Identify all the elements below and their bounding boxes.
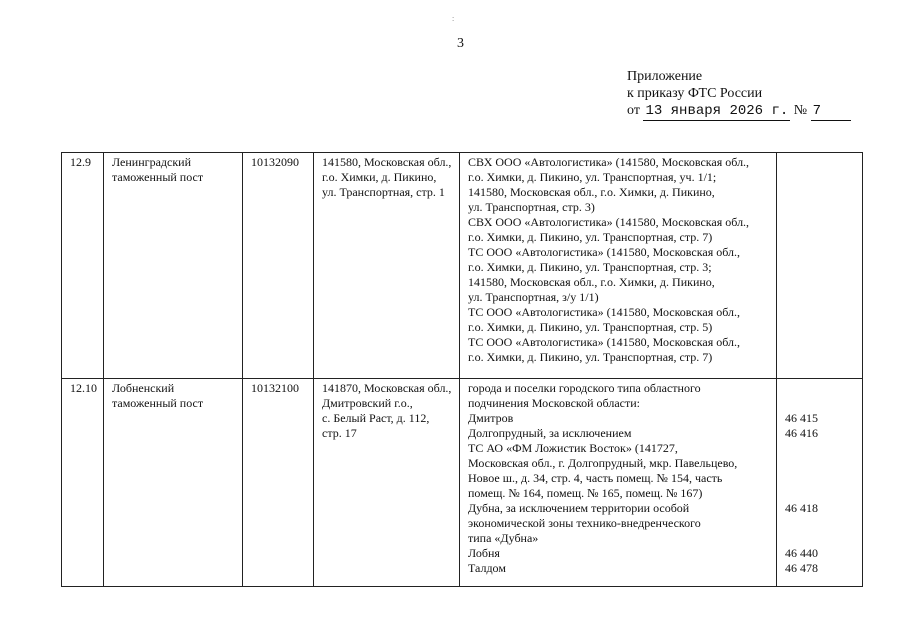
area-line: г.о. Химки, д. Пикино, ул. Транспортная, стр. 3; bbox=[468, 260, 712, 274]
post-name-line: таможенный пост bbox=[112, 396, 204, 410]
post-name bbox=[104, 153, 243, 379]
area-line: ул. Транспортная, з/у 1/1) bbox=[468, 290, 599, 304]
address-line: стр. 17 bbox=[322, 426, 357, 440]
area-line: г.о. Химки, д. Пикино, ул. Транспортная, стр. 5) bbox=[468, 320, 713, 334]
address-line: Дмитровский г.о., bbox=[322, 396, 413, 410]
row-number: 12.10 bbox=[62, 379, 104, 587]
okato-code bbox=[785, 441, 858, 456]
customs-posts-table bbox=[61, 152, 863, 587]
table-row bbox=[62, 153, 863, 379]
okato-code: 46 478 bbox=[785, 561, 818, 575]
okato-code bbox=[785, 531, 858, 546]
activity-area bbox=[460, 379, 777, 587]
order-date: 13 января 2026 г. bbox=[645, 103, 789, 119]
post-code: 10132090 bbox=[243, 153, 314, 379]
appendix-order-ref: к приказу ФТС России bbox=[627, 86, 763, 101]
row-number: 12.9 bbox=[62, 153, 104, 379]
area-line: экономической зоны технико-внедренческого bbox=[468, 516, 701, 530]
order-number-sign: № bbox=[793, 103, 808, 118]
area-line: Талдом bbox=[468, 561, 506, 575]
area-line: ТС ООО «Автологистика» (141580, Московская обл., bbox=[468, 305, 741, 319]
post-address bbox=[314, 153, 460, 379]
post-name bbox=[104, 379, 243, 587]
table-row bbox=[62, 379, 863, 587]
post-code: 10132100 bbox=[243, 379, 314, 587]
appendix-header bbox=[627, 68, 851, 121]
area-line: 141580, Московская обл., г.о. Химки, д. Пикино, bbox=[468, 275, 715, 289]
area-line: помещ. № 164, помещ. № 165, помещ. № 167) bbox=[468, 486, 703, 500]
scan-mark: : bbox=[452, 14, 455, 23]
okato-code bbox=[785, 396, 858, 411]
okato-code bbox=[785, 471, 858, 486]
area-line: г.о. Химки, д. Пикино, ул. Транспортная, стр. 7) bbox=[468, 350, 713, 364]
okato-code: 46 416 bbox=[785, 426, 818, 440]
address-line: 141580, Московская обл., bbox=[322, 155, 452, 169]
area-line: ул. Транспортная, стр. 3) bbox=[468, 200, 595, 214]
okato-code: 46 440 bbox=[785, 546, 818, 560]
order-number: 7 bbox=[811, 103, 851, 121]
okato-code bbox=[785, 486, 858, 501]
address-line: ул. Транспортная, стр. 1 bbox=[322, 185, 445, 199]
area-line: Новое ш., д. 34, стр. 4, часть помещ. № 154, часть bbox=[468, 471, 723, 485]
area-line: ТС АО «ФМ Ложистик Восток» (141727, bbox=[468, 441, 678, 455]
area-line: г.о. Химки, д. Пикино, ул. Транспортная, стр. 7) bbox=[468, 230, 713, 244]
post-name-line: таможенный пост bbox=[112, 170, 204, 184]
area-line: ТС ООО «Автологистика» (141580, Московская обл., bbox=[468, 245, 741, 259]
post-name-line: Лобненский bbox=[112, 381, 175, 395]
address-line: г.о. Химки, д. Пикино, bbox=[322, 170, 437, 184]
activity-area bbox=[460, 153, 777, 379]
okato-codes bbox=[777, 153, 863, 379]
order-from-label: от bbox=[627, 103, 640, 118]
okato-code bbox=[785, 456, 858, 471]
area-line: СВХ ООО «Автологистика» (141580, Московская обл., bbox=[468, 215, 750, 229]
area-line: типа «Дубна» bbox=[468, 531, 539, 545]
appendix-order-line bbox=[627, 102, 851, 121]
area-line: 141580, Московская обл., г.о. Химки, д. Пикино, bbox=[468, 185, 715, 199]
area-line: города и поселки городского типа областного bbox=[468, 381, 701, 395]
area-line: СВХ ООО «Автологистика» (141580, Московская обл., bbox=[468, 155, 750, 169]
post-address bbox=[314, 379, 460, 587]
address-line: с. Белый Раст, д. 112, bbox=[322, 411, 430, 425]
okato-code bbox=[785, 381, 858, 396]
area-line: ТС ООО «Автологистика» (141580, Московская обл., bbox=[468, 335, 741, 349]
area-line: Лобня bbox=[468, 546, 500, 560]
okato-code: 46 415 bbox=[785, 411, 818, 425]
area-line: Московская обл., г. Долгопрудный, мкр. Павельцево, bbox=[468, 456, 738, 470]
area-line: Дмитров bbox=[468, 411, 514, 425]
area-line: г.о. Химки, д. Пикино, ул. Транспортная, уч. 1/1; bbox=[468, 170, 717, 184]
okato-code bbox=[785, 516, 858, 531]
area-line: Долгопрудный, за исключением bbox=[468, 426, 632, 440]
okato-code: 46 418 bbox=[785, 501, 818, 515]
appendix-title: Приложение bbox=[627, 69, 703, 84]
area-line: Дубна, за исключением территории особой bbox=[468, 501, 690, 515]
page-number: 3 bbox=[457, 36, 464, 51]
post-name-line: Ленинградский bbox=[112, 155, 192, 169]
area-line: подчинения Московской области: bbox=[468, 396, 640, 410]
address-line: 141870, Московская обл., bbox=[322, 381, 452, 395]
okato-codes bbox=[777, 379, 863, 587]
